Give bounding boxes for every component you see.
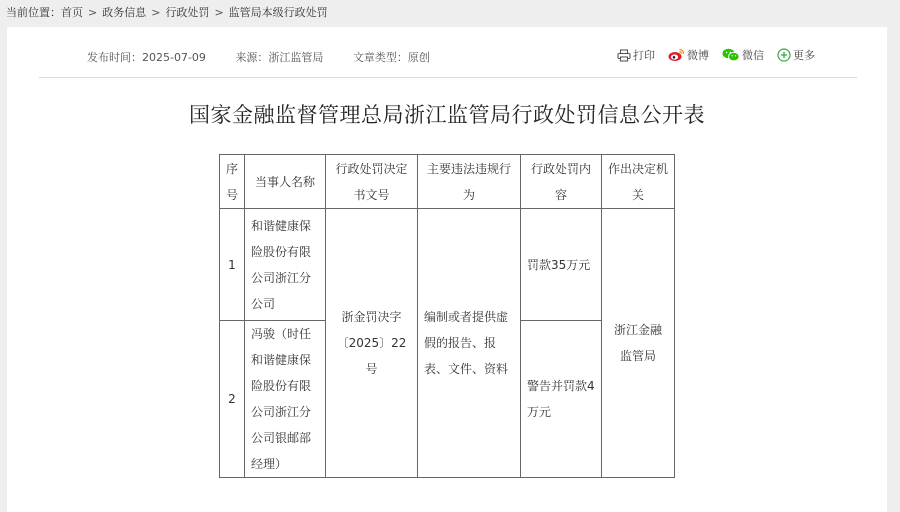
breadcrumb-gov-info[interactable]: 政务信息 [102,6,147,19]
more-label: 更多 [793,49,815,62]
row-serial-no: 1 [220,209,245,321]
header-penalty-content: 行政处罚内容 [521,155,602,209]
penalty-info-table [219,154,675,478]
wechat-label: 微信 [742,49,764,62]
breadcrumb-admin-penalty[interactable]: 行政处罚 [165,6,210,19]
breadcrumb-separator: > [88,6,98,19]
more-share-button[interactable] [777,47,815,63]
article-source: 来源：浙江监管局 [235,51,324,64]
divider [39,77,857,78]
breadcrumb-separator: > [151,6,161,19]
printer-icon [617,49,631,62]
print-button[interactable] [617,47,655,63]
header-serial-no: 序号 [220,155,245,209]
row-penalty-content: 警告并罚款4万元 [521,321,602,478]
header-party-name: 当事人名称 [245,155,326,209]
header-decision-doc-no: 行政处罚决定书文号 [326,155,418,209]
share-actions [604,47,815,63]
breadcrumb-label: 当前位置： [6,6,61,19]
table-header-row [220,155,675,209]
plus-circle-icon [777,48,791,62]
header-violation: 主要违法违规行为 [418,155,521,209]
article-type: 文章类型：原创 [352,51,430,64]
breadcrumb-separator: > [214,6,224,19]
row-serial-no: 2 [220,321,245,478]
decision-doc-no: 浙金罚决字〔2025〕22号 [326,209,418,478]
header-authority: 作出决定机关 [602,155,675,209]
weibo-icon [668,48,685,62]
breadcrumb [6,5,328,21]
row-party-name: 和谐健康保险股份有限公司浙江分公司 [245,209,326,321]
article-card [7,27,887,512]
breadcrumb-home[interactable]: 首页 [61,6,83,19]
weibo-share-button[interactable] [668,47,709,63]
row-penalty-content: 罚款35万元 [521,209,602,321]
page-title: 国家金融监督管理总局浙江监管局行政处罚信息公开表 [189,103,705,127]
print-label: 打印 [633,49,655,62]
row-party-name: 冯骏（时任和谐健康保险股份有限公司浙江分公司银邮部经理） [245,321,326,478]
weibo-label: 微博 [687,49,709,62]
table-row [220,209,675,321]
publish-time: 发布时间：2025-07-09 [87,51,206,64]
decision-authority: 浙江金融监管局 [602,209,675,478]
wechat-share-button[interactable] [722,47,764,63]
violation-description: 编制或者提供虚假的报告、报表、文件、资料 [418,209,521,478]
article-meta [87,49,456,65]
wechat-icon [722,48,740,62]
breadcrumb-bureau-penalty[interactable]: 监管局本级行政处罚 [228,6,328,19]
